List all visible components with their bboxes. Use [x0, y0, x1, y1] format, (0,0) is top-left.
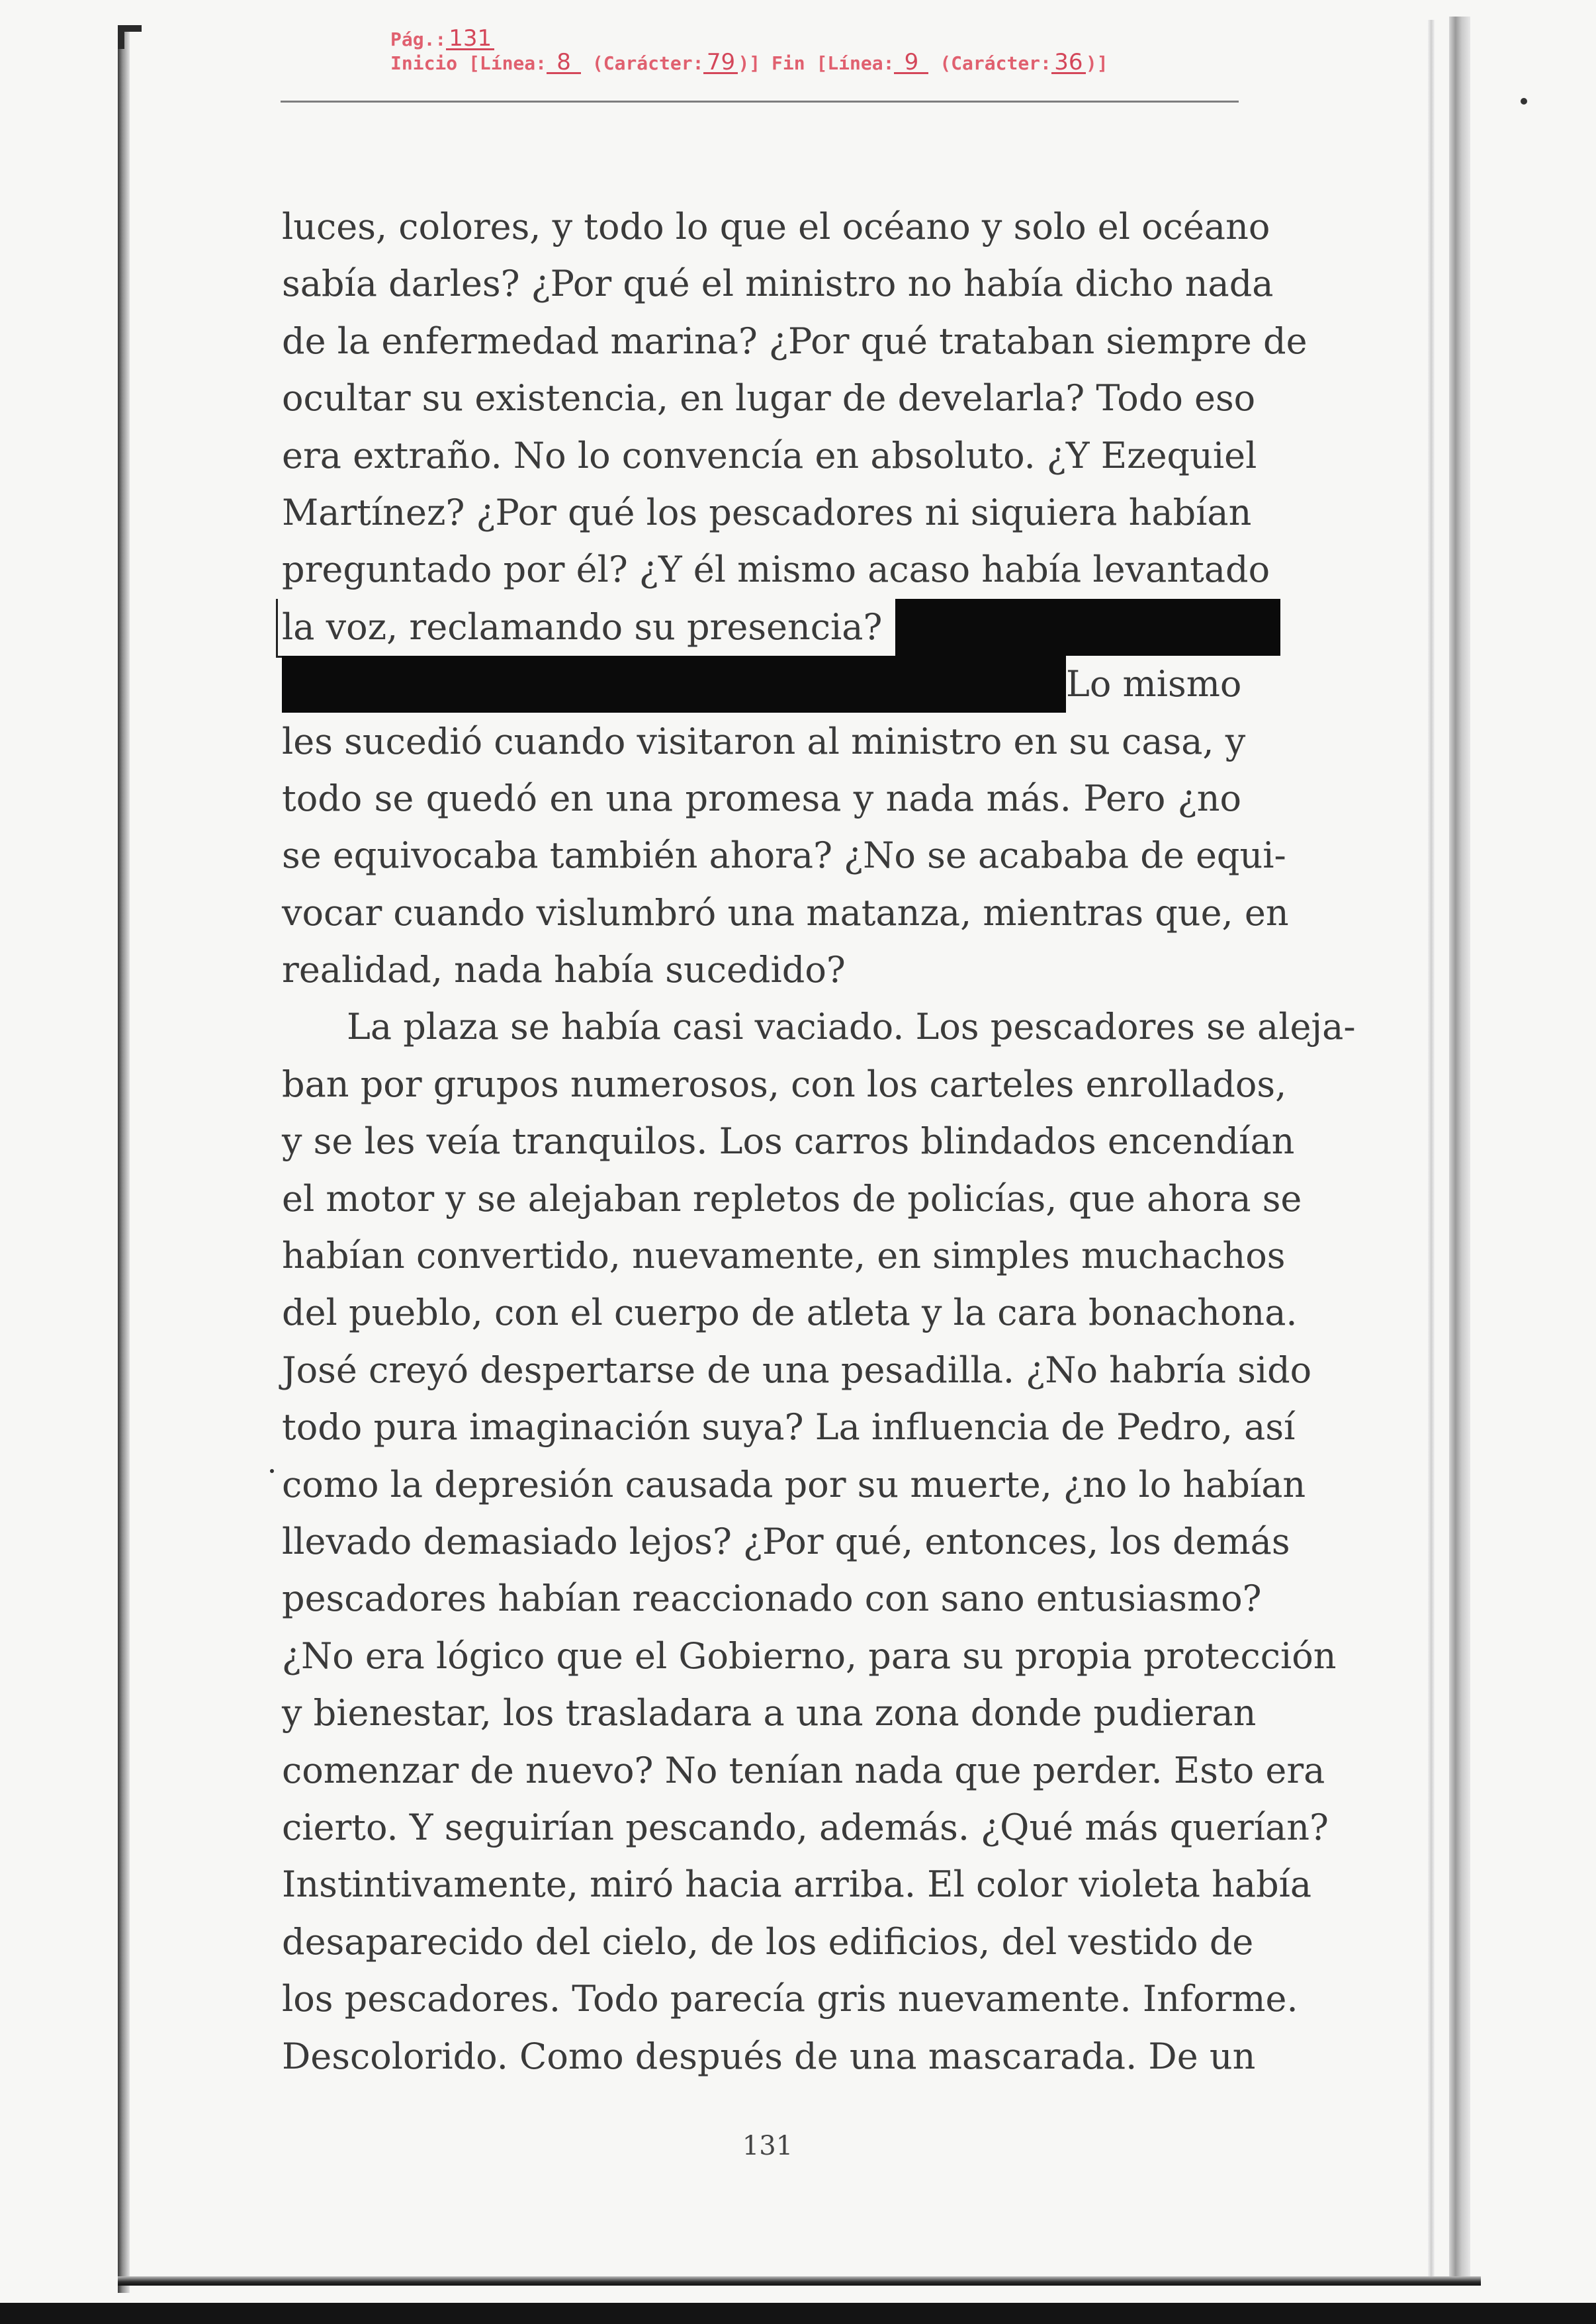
text-line: luces, colores, y todo lo que el océano y solo el océano	[282, 206, 1270, 247]
stamp-start-close: )]	[738, 52, 761, 74]
text-line: Descolorido. Como después de una mascarada. De un	[282, 2035, 1256, 2077]
text-line: todo se quedó en una promesa y nada más. Pero ¿no	[282, 777, 1241, 819]
stamp-start-char-label: (Carácter:	[581, 52, 704, 74]
stamp-start-label: Inicio [Línea:	[390, 52, 547, 74]
scan-left-shadow	[118, 30, 130, 2293]
speck	[1521, 98, 1527, 105]
stamp-page-label: Pág.:	[390, 28, 447, 50]
text-line: habían convertido, nuevamente, en simples muchachos	[282, 1235, 1286, 1277]
text-line: como la depresión causada por su muerte, ¿no lo habían	[282, 1463, 1306, 1505]
text-line: La plaza se había casi vaciado. Los pescadores se aleja-	[347, 1006, 1356, 1048]
stamp-end-close: )]	[1085, 52, 1108, 74]
text-line: ocultar su existencia, en lugar de develarla? Todo eso	[282, 377, 1256, 420]
text-line: todo pura imaginación suya? La influencia de Pedro, así	[282, 1406, 1296, 1449]
redaction-block	[282, 656, 1066, 713]
text-line: ban por grupos numerosos, con los carteles enrollados,	[282, 1063, 1287, 1105]
scan-right-edge	[1449, 17, 1470, 2283]
stamp-start-char: 79	[703, 52, 738, 74]
text-line: el motor y se alejaban repletos de policías, que ahora se	[282, 1177, 1302, 1220]
speck	[270, 1469, 274, 1473]
text-line: del pueblo, con el cuerpo de atleta y la cara bonachona.	[282, 1292, 1298, 1334]
scan-bottom-bar	[0, 2303, 1596, 2324]
text-line: realidad, nada había sucedido?	[282, 949, 846, 991]
text-line: les sucedió cuando visitaron al ministro en su casa, y	[282, 720, 1246, 762]
scan-right-edge-inner	[1428, 20, 1435, 2276]
text-line: Instintivamente, miró hacia arriba. El color violeta había	[282, 1863, 1312, 1906]
text-line-redacted-start	[282, 599, 1241, 656]
stamp-end-label: Fin [Línea:	[760, 52, 895, 74]
text-line: José creyó despertarse de una pesadilla. ¿No habría sido	[282, 1349, 1312, 1391]
text-line: llevado demasiado lejos? ¿Por qué, entonces, los demás	[282, 1520, 1290, 1562]
text-line: los pescadores. Todo parecía gris nuevamente. Informe.	[282, 1978, 1298, 2020]
text-line: y bienestar, los trasladara a una zona donde pudieran	[282, 1692, 1257, 1734]
text-line: desaparecido del cielo, de los edificios, del vestido de	[282, 1920, 1254, 1963]
text-line: comenzar de nuevo? No tenían nada que perder. Esto era	[282, 1749, 1325, 1791]
text-line: y se les veía tranquilos. Los carros blindados encendían	[282, 1120, 1295, 1163]
text-line: de la enfermedad marina? ¿Por qué trataban siempre de	[282, 320, 1308, 362]
highlighted-phrase: la voz, reclamando su presencia?	[276, 599, 882, 658]
text-line: cierto. Y seguirían pescando, además. ¿Qué más querían?	[282, 1806, 1329, 1848]
text-line: vocar cuando vislumbró una matanza, mientras que, en	[282, 891, 1289, 934]
text-line: Martínez? ¿Por qué los pescadores ni siquiera habían	[282, 491, 1252, 533]
text-line: ¿No era lógico que el Gobierno, para su propia protección	[282, 1634, 1337, 1677]
location-stamp	[390, 25, 1251, 75]
redaction-block	[895, 599, 1280, 656]
corner-mark	[118, 25, 142, 49]
stamp-page-line	[390, 25, 1251, 52]
text-line: pescadores habían reaccionado con sano entusiasmo?	[282, 1578, 1262, 1620]
page-number: 131	[742, 2131, 793, 2161]
stamp-range-line	[390, 49, 1251, 75]
stamp-end-line: 9	[894, 52, 928, 74]
stamp-end-char-label: (Carácter:	[928, 52, 1051, 74]
text-line: preguntado por él? ¿Y él mismo acaso había levantado	[282, 549, 1270, 591]
text-line: se equivocaba también ahora? ¿No se acababa de equi-	[282, 834, 1286, 877]
text-fragment: Lo mismo	[1066, 663, 1242, 705]
scan-bottom-shadow	[118, 2276, 1481, 2286]
body-text	[282, 199, 1356, 2085]
stamp-end-char: 36	[1051, 52, 1086, 74]
stamp-page-value: 131	[446, 28, 494, 50]
text-line-redacted-end	[282, 656, 1241, 713]
text-line: sabía darles? ¿Por qué el ministro no había dicho nada	[282, 263, 1274, 305]
header-rule	[281, 101, 1239, 103]
text-line: era extraño. No lo convencía en absoluto. ¿Y Ezequiel	[282, 434, 1257, 476]
stamp-start-line: 8	[547, 52, 581, 74]
